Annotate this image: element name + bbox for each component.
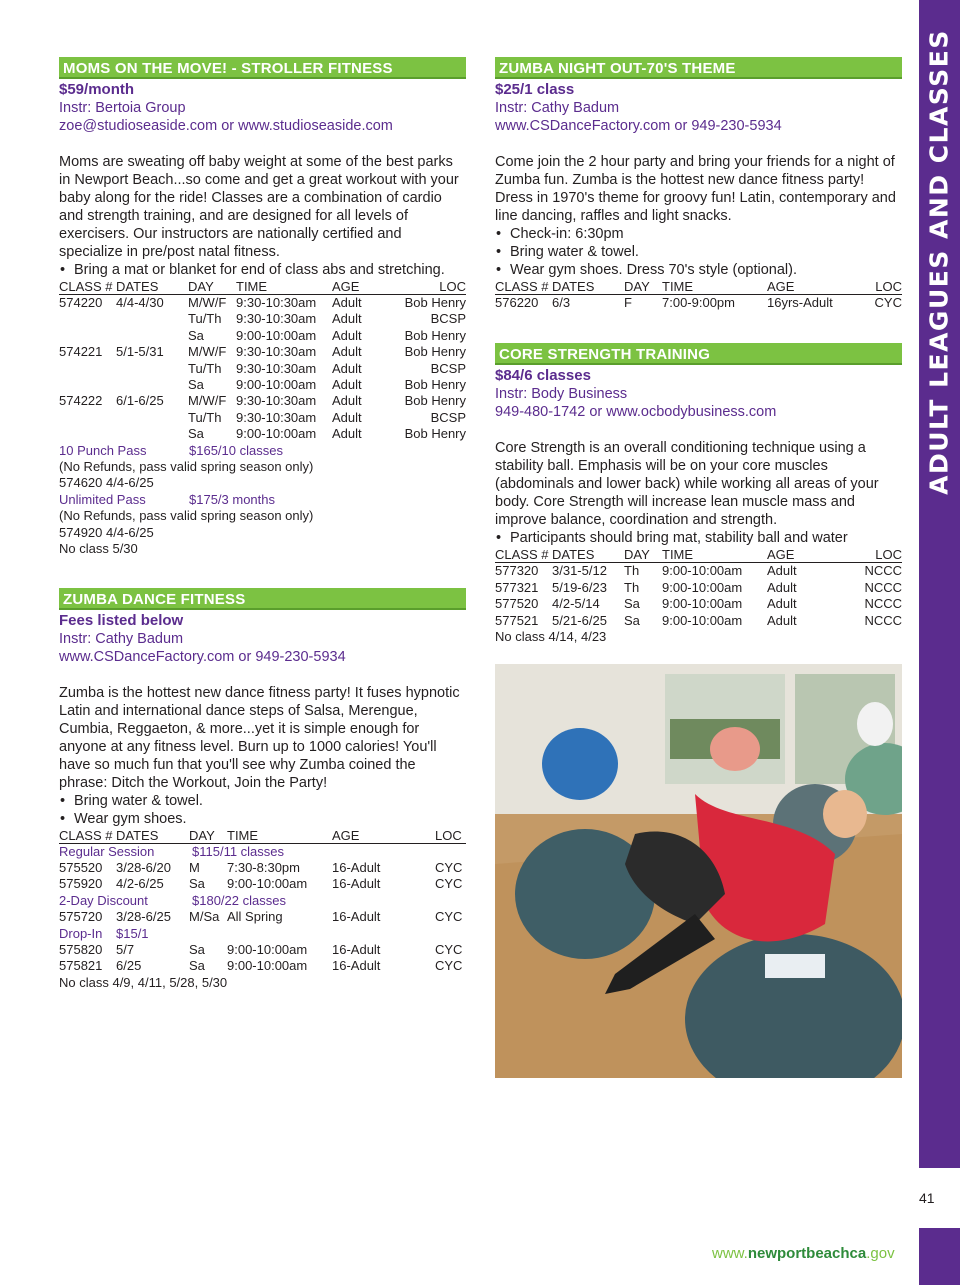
table-cell: BCSP (430, 409, 466, 425)
table-cell: 574222 (59, 393, 103, 409)
table-cell: CYC (435, 876, 463, 892)
zumba-title: ZUMBA DANCE FITNESS (59, 588, 466, 610)
night-price: $25/1 class (495, 81, 575, 98)
core-instructor: Instr: Body Business (495, 386, 628, 403)
table-cell: 16-Adult (332, 909, 381, 925)
regular-session-price: $115/11 classes (192, 843, 285, 859)
sidebar-title: ADULT LEAGUES AND CLASSES (924, 29, 954, 495)
footer-url-prefix: www. (712, 1245, 748, 1262)
table-cell (59, 311, 116, 327)
unlimited-pass-row: 574920 4/4-6/25 (59, 524, 154, 540)
regular-session-line (59, 844, 466, 860)
table-cell: CYC (435, 909, 463, 925)
left-column (59, 57, 466, 991)
zumba-instructor: Instr: Cathy Badum (59, 630, 184, 647)
header-day: DAY (188, 279, 214, 294)
table-row (59, 958, 466, 974)
table-cell: M/W/F (188, 393, 227, 409)
table-cell: Bob Henry (404, 327, 466, 343)
moms-contact[interactable]: zoe@studioseaside.com or www.studioseaside.com (59, 118, 393, 134)
table-cell: Sa (189, 958, 205, 974)
table-cell: Sa (624, 596, 640, 612)
footer-url-domain: newportbeachca (747, 1245, 867, 1262)
zumba-section (59, 588, 466, 992)
table-cell: Bob Henry (404, 377, 466, 393)
table-cell: Sa (188, 377, 204, 393)
table-cell (59, 426, 116, 442)
footer-url[interactable] (712, 1245, 895, 1262)
core-contact[interactable]: 949-480-1742 or www.ocbodybusiness.com (495, 404, 777, 421)
table-cell: Adult (332, 327, 362, 343)
table-cell: Th (624, 563, 640, 579)
table-cell: CYC (435, 941, 463, 957)
table-row (59, 328, 466, 344)
table-row (59, 311, 466, 327)
header-day: DAY (189, 827, 215, 843)
header-loc: LOC (875, 547, 902, 563)
table-cell: 16-Adult (332, 958, 381, 974)
table-cell: 6/25 (116, 958, 142, 974)
table-row (59, 909, 466, 925)
table-row (495, 563, 902, 579)
moms-description: Moms are sweating off baby weight at some of the best parks in Newport Beach...so come and get a great workout with your baby along for the ride! Classes are a combination of cardio and strength training, and are designed for all levels of exercisers. Our instructors are nationally certified and specialize in pre/post natal fitness. (59, 154, 459, 260)
table-cell: Tu/Th (188, 311, 222, 327)
table-cell: 9:00-10:00am (236, 377, 317, 393)
table-cell: Bob Henry (404, 344, 466, 360)
core-section (495, 343, 902, 645)
table-row (59, 377, 466, 393)
table-cell: CYC (874, 295, 902, 310)
core-no-class: No class 4/14, 4/23 (495, 629, 607, 645)
drop-in-label: Drop-In (59, 925, 103, 941)
footer-url-suffix: .gov (866, 1245, 895, 1262)
table-cell: Sa (624, 612, 640, 628)
table-cell: 7:00-9:00pm (662, 295, 735, 310)
table-cell: 575820 (59, 941, 103, 957)
core-bullets (495, 529, 902, 547)
table-cell: 9:00-10:00am (662, 579, 743, 595)
night-bullets (495, 225, 902, 279)
night-instructor: Instr: Cathy Badum (495, 100, 620, 116)
night-schedule-header (495, 279, 902, 295)
table-cell: 9:00-10:00am (227, 941, 308, 957)
table-cell: 9:00-10:00am (227, 958, 308, 974)
table-cell: 574220 (59, 295, 103, 310)
table-cell: M (189, 859, 200, 875)
header-age: AGE (332, 827, 360, 843)
moms-bullets (59, 261, 466, 279)
table-cell: Sa (188, 327, 204, 343)
bullet-item: • Participants should bring mat, stability ball and water (495, 529, 902, 547)
table-cell: NCCC (864, 579, 902, 595)
table-cell: Sa (189, 941, 205, 957)
table-cell: Bob Henry (404, 295, 466, 310)
moms-schedule (59, 279, 466, 558)
table-cell: 9:30-10:30am (236, 409, 317, 425)
bullet-item: • Bring water & towel. (59, 792, 466, 810)
header-age: AGE (332, 279, 360, 294)
header-time: TIME (662, 547, 694, 563)
drop-in-price: $15/1 (116, 925, 149, 941)
moms-section (59, 57, 466, 558)
unlimited-pass-line (59, 492, 466, 508)
header-time: TIME (662, 279, 694, 294)
bullet-item: • Check-in: 6:30pm (495, 225, 902, 243)
punch-pass-row: 574620 4/4-6/25 (59, 475, 154, 491)
table-cell: M/W/F (188, 295, 227, 310)
bullet-item: • Bring water & towel. (495, 243, 902, 261)
core-rows (495, 563, 902, 629)
core-price: $84/6 classes (495, 367, 591, 385)
table-cell: 9:30-10:30am (236, 295, 317, 310)
zumba-bullets (59, 792, 466, 828)
table-row (495, 295, 902, 311)
night-rows (495, 295, 902, 311)
bullet-item: • Wear gym shoes. (59, 810, 466, 828)
table-cell: CYC (435, 859, 463, 875)
header-time: TIME (236, 279, 268, 294)
table-cell (116, 410, 188, 426)
bullet-item: • Wear gym shoes. Dress 70's style (optional). (495, 261, 902, 279)
table-cell: 9:00-10:00am (236, 426, 317, 442)
table-cell: Adult (332, 426, 362, 442)
unlimited-pass-label: Unlimited Pass (59, 491, 146, 507)
table-cell: All Spring (227, 909, 283, 925)
core-title: CORE STRENGTH TRAINING (495, 343, 902, 365)
table-cell: 5/19-6/23 (552, 579, 607, 595)
table-cell: Bob Henry (404, 426, 466, 442)
table-cell: M/W/F (188, 344, 227, 360)
table-cell: Adult (332, 409, 362, 425)
table-cell (116, 426, 188, 442)
table-cell: NCCC (864, 563, 902, 579)
moms-price: $59/month (59, 81, 135, 98)
header-dates: DATES (552, 279, 595, 294)
table-cell: 16-Adult (332, 941, 381, 957)
unlimited-pass-price: $175/3 months (189, 491, 276, 507)
table-cell (116, 361, 188, 377)
drop-in-rows (59, 942, 466, 975)
header-day: DAY (624, 279, 650, 294)
table-row (495, 596, 902, 612)
moms-schedule-header (59, 279, 466, 295)
table-cell: Adult (332, 311, 362, 327)
table-cell: Adult (332, 295, 362, 310)
table-cell: 9:00-10:00am (662, 612, 743, 628)
regular-session-rows (59, 860, 466, 893)
table-cell: 7:30-8:30pm (227, 859, 300, 875)
table-cell: Adult (332, 393, 362, 409)
table-cell: 577521 (495, 612, 539, 628)
header-class: CLASS # (495, 547, 549, 563)
fitness-class-photo (495, 664, 902, 1078)
night-schedule (495, 279, 902, 311)
zumba-schedule-header (59, 828, 466, 844)
page-number: 41 (919, 1190, 935, 1206)
header-loc: LOC (439, 279, 466, 294)
bullet-item: • Bring a mat or blanket for end of class abs and stretching. (59, 261, 466, 279)
header-time: TIME (227, 827, 259, 843)
table-row (495, 613, 902, 629)
table-cell: Adult (767, 579, 797, 595)
table-cell: Tu/Th (188, 409, 222, 425)
two-day-rows (59, 909, 466, 925)
table-cell: Sa (189, 876, 205, 892)
table-cell: 16-Adult (332, 859, 381, 875)
two-day-price: $180/22 classes (192, 892, 286, 908)
table-row (59, 410, 466, 426)
table-cell: 6/3 (552, 295, 571, 310)
moms-no-class: No class 5/30 (59, 541, 138, 557)
regular-session-label: Regular Session (59, 843, 155, 859)
table-cell: 575520 (59, 859, 103, 875)
table-cell: Bob Henry (404, 393, 466, 409)
two-day-line (59, 893, 466, 909)
right-column (495, 57, 902, 645)
zumba-contact[interactable]: www.CSDanceFactory.com or 949-230-5934 (59, 648, 346, 665)
table-cell (59, 328, 116, 344)
table-cell: 16yrs-Adult (767, 295, 833, 310)
table-row (59, 361, 466, 377)
table-cell: 5/7 (116, 941, 135, 957)
table-row (59, 295, 466, 311)
table-cell: BCSP (430, 360, 466, 376)
header-age: AGE (767, 547, 795, 563)
table-cell (116, 377, 188, 393)
core-description: Core Strength is an overall conditioning technique using a stability ball. Emphasis will be on your core muscles (abdominals and lower back) while working all areas of your body. Core Strength will increase lean muscle mass and improve balance, coordination and strength. (495, 440, 879, 529)
header-class: CLASS # (495, 279, 549, 294)
table-cell (59, 410, 116, 426)
table-cell: 9:00-10:00am (662, 596, 743, 612)
table-cell: 16-Adult (332, 876, 381, 892)
table-cell: 3/31-5/12 (552, 563, 607, 579)
table-row (59, 876, 466, 892)
core-schedule-header (495, 547, 902, 563)
table-cell: Tu/Th (188, 360, 222, 376)
table-cell: NCCC (864, 612, 902, 628)
table-row (59, 860, 466, 876)
zumba-description: Zumba is the hottest new dance fitness party! It fuses hypnotic Latin and international dance steps of Salsa, Merengue, Cumbia, Reggaeton, & more...yet it is simple enough for anyone at any fitness level. Burn up to 1000 calories! You'll have so much fun that you'll see why Zumba coined the phrase: Ditch the Workout, Join the Party! (59, 684, 460, 791)
table-cell: NCCC (864, 596, 902, 612)
punch-pass-note: (No Refunds, pass valid spring season only) (59, 459, 314, 475)
table-cell (59, 377, 116, 393)
moms-instructor: Instr: Bertoia Group (59, 100, 186, 116)
table-cell: M/Sa (189, 909, 220, 925)
sidebar-band-bottom (919, 1228, 960, 1285)
table-cell: 9:30-10:30am (236, 360, 317, 376)
night-section (495, 57, 902, 311)
table-cell (116, 328, 188, 344)
table-cell: 577520 (495, 596, 539, 612)
punch-pass-price: $165/10 classes (189, 442, 283, 458)
table-cell: 577320 (495, 563, 539, 579)
photo-illustration (495, 664, 902, 1078)
table-cell: Adult (767, 596, 797, 612)
table-cell: 9:00-10:00am (227, 876, 308, 892)
table-cell: 4/4-4/30 (116, 295, 164, 310)
table-cell: Sa (188, 426, 204, 442)
table-cell: 9:30-10:30am (236, 344, 317, 360)
night-title: ZUMBA NIGHT OUT-70'S THEME (495, 57, 902, 79)
table-cell: 577321 (495, 579, 539, 595)
unlimited-pass-note: (No Refunds, pass valid spring season only) (59, 508, 314, 524)
drop-in-line (59, 926, 466, 942)
table-cell: F (624, 295, 632, 310)
table-cell: Adult (332, 360, 362, 376)
header-dates: DATES (116, 279, 159, 294)
table-cell: BCSP (430, 311, 466, 327)
table-cell: 9:30-10:30am (236, 311, 317, 327)
zumba-schedule (59, 828, 466, 992)
header-loc: LOC (875, 279, 902, 294)
table-cell: Adult (332, 377, 362, 393)
core-schedule (495, 547, 902, 645)
table-row (495, 580, 902, 596)
table-cell: Adult (332, 344, 362, 360)
table-cell: 9:00-10:00am (662, 563, 743, 579)
header-age: AGE (767, 279, 795, 294)
moms-rows (59, 295, 466, 443)
header-class: CLASS # (59, 827, 113, 843)
table-cell: 575821 (59, 958, 103, 974)
moms-title: MOMS ON THE MOVE! - STROLLER FITNESS (59, 57, 466, 79)
header-loc: LOC (435, 827, 462, 843)
table-cell (116, 311, 188, 327)
table-cell: 4/2-5/14 (552, 596, 600, 612)
table-cell: 3/28-6/20 (116, 859, 171, 875)
table-cell: 575720 (59, 909, 103, 925)
zumba-price: Fees listed below (59, 611, 184, 629)
table-cell: 9:30-10:30am (236, 393, 317, 409)
table-row (59, 393, 466, 409)
header-dates: DATES (116, 827, 159, 843)
table-row (59, 344, 466, 360)
header-dates: DATES (552, 547, 595, 563)
punch-pass-label: 10 Punch Pass (59, 442, 147, 458)
table-cell: 6/1-6/25 (116, 393, 164, 409)
table-cell: Adult (767, 563, 797, 579)
table-cell: Th (624, 579, 640, 595)
two-day-label: 2-Day Discount (59, 892, 148, 908)
night-description: Come join the 2 hour party and bring your friends for a night of Zumba fun. Zumba is the hottest new dance fitness party! Dress in 1970's theme for groovy fun! Latin, contemporary and line dancing, raffles and light snacks. (495, 154, 896, 224)
table-cell: 9:00-10:00am (236, 327, 317, 343)
table-cell: Adult (767, 612, 797, 628)
table-cell: 5/21-6/25 (552, 612, 607, 628)
header-day: DAY (624, 547, 650, 563)
table-cell: 5/1-5/31 (116, 344, 164, 360)
header-class: CLASS # (59, 279, 113, 294)
table-cell: 575920 (59, 876, 103, 892)
table-cell: 3/28-6/25 (116, 909, 171, 925)
table-cell: CYC (435, 958, 463, 974)
table-cell (59, 361, 116, 377)
night-contact[interactable]: www.CSDanceFactory.com or 949-230-5934 (495, 118, 782, 134)
table-cell: 576220 (495, 295, 539, 310)
table-cell: 574221 (59, 344, 103, 360)
table-row (59, 426, 466, 442)
punch-pass-line (59, 443, 466, 459)
table-cell: 4/2-6/25 (116, 876, 164, 892)
table-row (59, 942, 466, 958)
zumba-no-class: No class 4/9, 4/11, 5/28, 5/30 (59, 974, 228, 990)
